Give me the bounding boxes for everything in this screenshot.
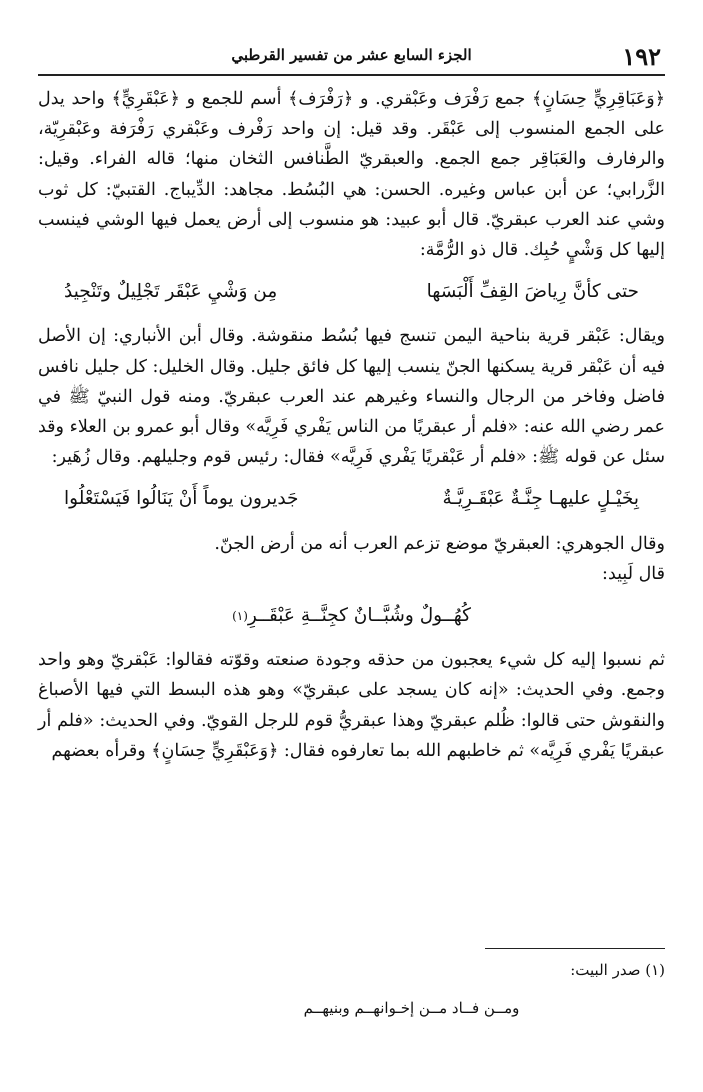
verse-line xyxy=(38,601,665,631)
verse-line xyxy=(38,277,665,307)
verse-hemistich: كُهُــولٌ وشُبَّــانٌ كجِنَّــةِ عَبْقَــرِ xyxy=(247,605,471,627)
paragraph: وقال الجوهري: العبقريّ موضع تزعم العرب أنه من أرض الجنّ. xyxy=(214,533,665,554)
footnote-divider xyxy=(485,948,665,949)
footnote-text: (١) صدر البيت: xyxy=(570,961,665,979)
page-number: ١٩٢ xyxy=(622,42,661,71)
main-text xyxy=(38,84,665,766)
running-title: الجزء السابع عشر من تفسير القرطبي xyxy=(231,46,472,64)
verse-hemistich-left: مِن وَشْيِ عَبْقَر تَجْلِيلٌ وتَنْجِيدُ xyxy=(64,281,278,303)
paragraph: ﴿وَعَبَاقِرِيٍّ حِسَانٍ﴾ جمع رَفْرَف وعَبْقري. و ﴿رَفْرَف﴾ أسم للجمع و ﴿عَبْقَرِيٍّ﴾ واحد يدل على الجمع المنسوب إلى عَبْقَر. وقد قيل: إن واحد رَفْرف وعَبْقري رَفْرَفة وعَبْقرِيّة، والرفارف والعَبَاقِر جمع الجمع. والعبقريّ الطَّنافس الثخان منها؛ قاله الفراء. وقيل: الزَّرابي؛ عن أبن عباس وغيره. الحسن: هي البُسُط. مجاهد: الدِّيباج. القتبيّ: كل ثوب وشي عند العرب عبقريّ. قال أبو عبيد: هو منسوب إلى أرض يعمل فيها الوشي فينسب إليها كل وَشْيٍ حُبِك. قال ذو الرُّمَّة: xyxy=(38,89,665,261)
paragraph: ثم نسبوا إليه كل شيء يعجبون من حذقه وجودة صنعته وقوّته فقالوا: عَبْقريّ وهو واحد وجمع. وفي الحديث: «إنه كان يسجد على عبقريّ» وهو هذه البسط التي فيها الأصباغ والنقوش حتى قالوا: ظُلم عبقريّ وهذا عبقريُّ قوم للرجل القويّ. وفي الحديث: «فلم أر عبقريًا يَفْري فَرِيَّه» ثم خاطبهم الله بما تعارفوه فقال: ﴿وَعَبْقَرِيٍّ حِسَانٍ﴾ وقرأه بعضهم xyxy=(38,650,665,761)
footnotes xyxy=(38,958,665,1020)
paragraph: قال لَبِيد: xyxy=(602,563,665,584)
verse-hemistich-right: حتى كأنَّ رِياضَ القِفِّ أَلْبَسَها xyxy=(426,281,639,303)
footnote-verse: ومــن فــاد مــن إخـوانهــم وبنيهــم xyxy=(303,999,520,1017)
verse-line xyxy=(38,484,665,514)
verse-hemistich-left: جَديرون يوماً أَنْ يَنَالُوا فَيَسْتَعْلُوا xyxy=(64,488,299,510)
footnote-marker: (١) xyxy=(232,609,248,624)
page-header xyxy=(38,40,665,76)
verse-hemistich-right: بِخَيْـلٍ عليهـا جِنَّـةٌ عَبْقَـرِيَّـةٌ xyxy=(442,488,639,510)
paragraph: ويقال: عَبْقر قرية بناحية اليمن تنسج فيها بُسُط منقوشة. وقال أبن الأنباري: إن الأصل فيه أن عَبْقر قرية يسكنها الجنّ ينسب إليها كل فائق جليل. وقال الخليل: كل جليل نافس فاضل وفاخر من الرجال والنساء وغيرهم عند العرب عبقريّ. ومنه قول النبيّ ﷺ في عمر رضي الله عنه: «فلم أر عبقريًا من الناس يَفْري فَرِيَّه» وقال أبو عمرو بن العلاء وقد سئل عن قوله ﷺ: «فلم أر عَبْقريًا يَفْري فَرِيَّه» فقال: رئيس قوم وجليلهم. وقال زُهَير: xyxy=(38,326,665,468)
